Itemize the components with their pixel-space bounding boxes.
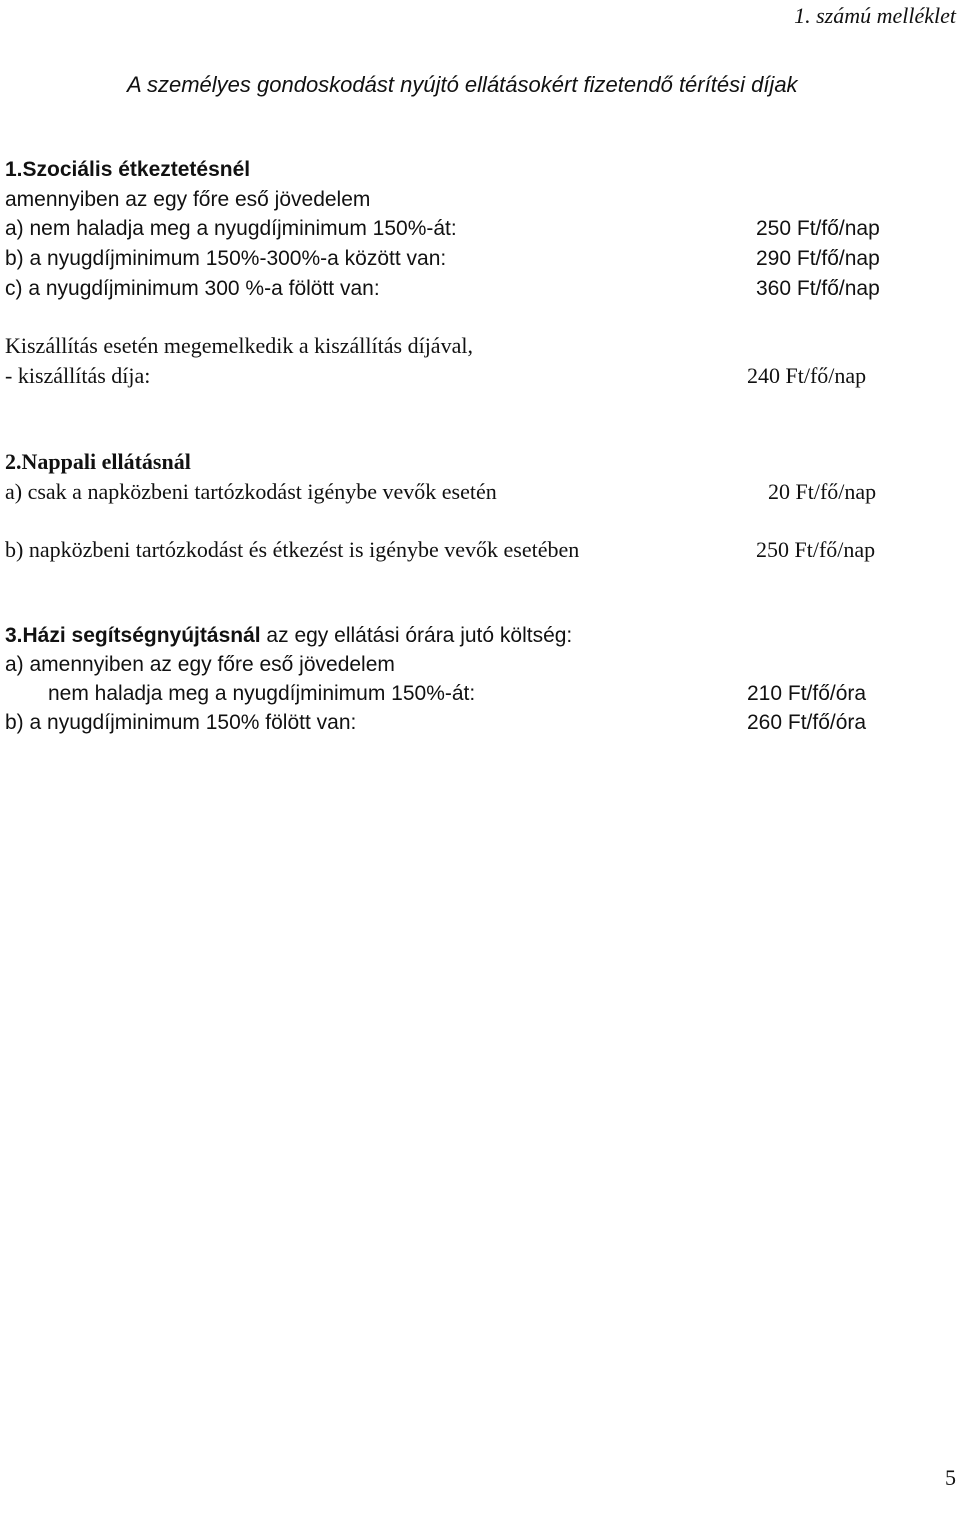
section2-item-b-price: 250 Ft/fő/nap [756, 537, 876, 562]
section3-heading-bold: 3.Házi segítségnyújtásnál [5, 624, 261, 647]
delivery-label: - kiszállítás díja: [5, 363, 151, 388]
section3-item-a-price: 210 Ft/fő/óra [747, 682, 867, 705]
section3-item-a-line2: nem haladja meg a nyugdíjminimum 150%-át: [48, 682, 476, 705]
section1-item-c-label: c) a nyugdíjminimum 300 %-a fölött van: [5, 277, 380, 300]
section1-intro: amennyiben az egy főre eső jövedelem [5, 188, 371, 211]
page-number: 5 [945, 1465, 956, 1490]
section1-heading: 1.Szociális étkeztetésnél [5, 158, 251, 181]
section2-heading: 2.Nappali ellátásnál [5, 449, 191, 474]
delivery-note: Kiszállítás esetén megemelkedik a kiszállítás díjával, [5, 333, 473, 358]
section3-item-b-price: 260 Ft/fő/óra [747, 711, 867, 734]
document-title: A személyes gondoskodást nyújtó ellátásokért fizetendő térítési díjak [127, 72, 798, 97]
section3-item-b-label: b) a nyugdíjminimum 150% fölött van: [5, 711, 357, 734]
section2-item-a-label: a) csak a napközbeni tartózkodást igénybe vevők esetén [5, 479, 497, 504]
section1-item-a-price: 250 Ft/fő/nap [756, 217, 880, 240]
section3-item-a-line1: a) amennyiben az egy főre eső jövedelem [5, 653, 395, 676]
section3-heading [5, 625, 572, 646]
section1-item-b-label: b) a nyugdíjminimum 150%-300%-a között van: [5, 247, 447, 270]
annex-label: 1. számú melléklet [794, 3, 956, 28]
section1-item-a-label: a) nem haladja meg a nyugdíjminimum 150%-át: [5, 217, 457, 240]
section1-item-b-price: 290 Ft/fő/nap [756, 247, 880, 270]
section3-heading-rest: az egy ellátási órára jutó költség: [260, 624, 573, 647]
delivery-price: 240 Ft/fő/nap [747, 363, 867, 388]
section2-item-b-label: b) napközbeni tartózkodást és étkezést is igénybe vevők esetében [5, 537, 580, 562]
section2-item-a-price: 20 Ft/fő/nap [768, 479, 877, 504]
section1-item-c-price: 360 Ft/fő/nap [756, 277, 880, 300]
